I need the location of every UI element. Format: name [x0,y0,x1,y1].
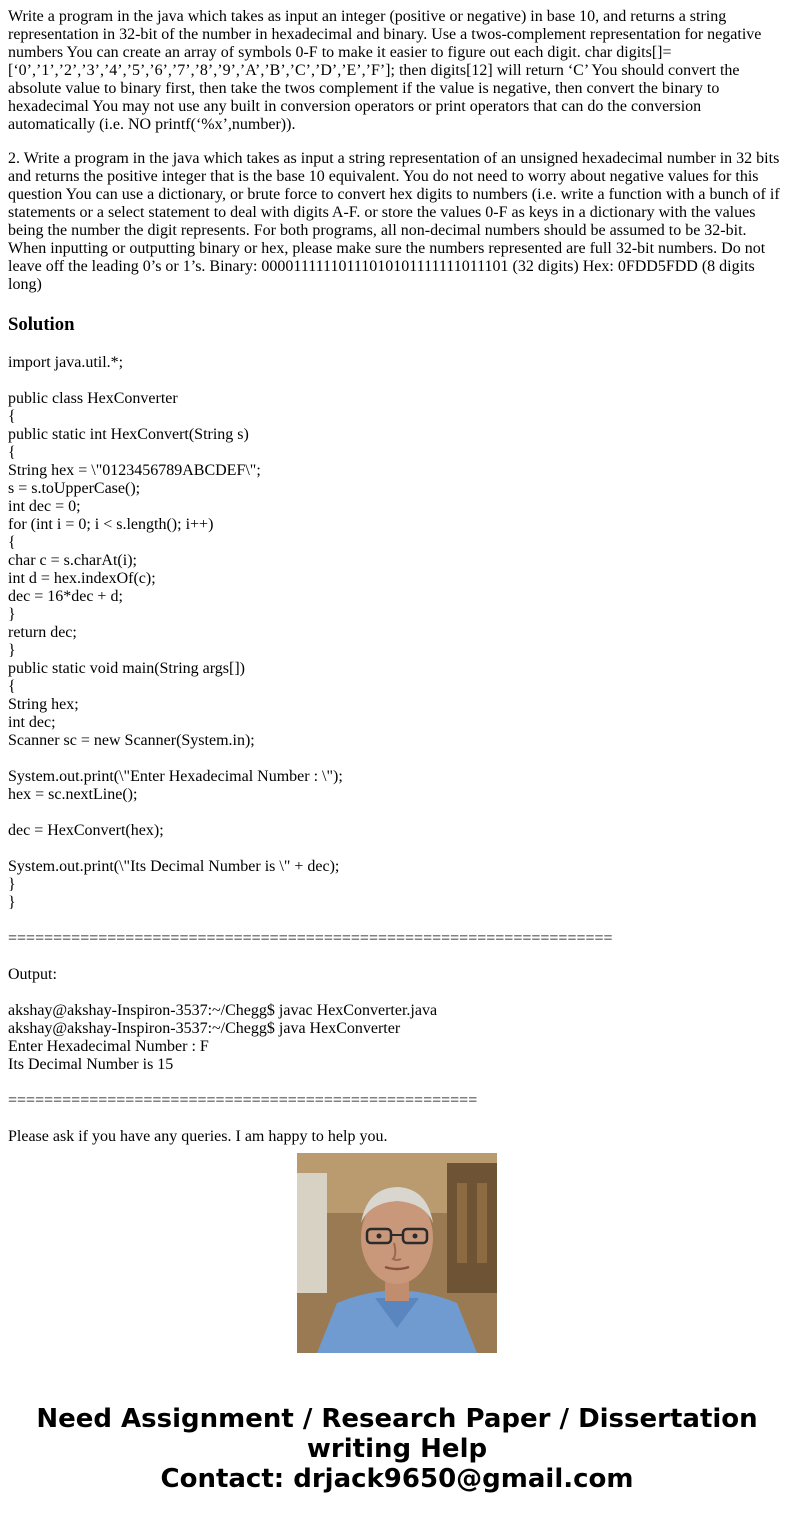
contact-footer [0,1404,794,1494]
code-line: System.out.print(\"Enter Hexadecimal Number : \"); [8,768,343,785]
code-line [8,750,786,768]
code-line: String hex; [8,696,79,713]
code-line: { [8,678,16,695]
code-line: import java.util.*; [8,354,124,371]
code-line: public static void main(String args[]) [8,660,245,677]
document-content [8,8,786,1145]
code-line: ==================================================== [8,1092,478,1109]
code-line: int d = hex.indexOf(c); [8,570,156,587]
code-line: public class HexConverter [8,390,178,407]
code-line: } [8,642,16,659]
code-line: public static int HexConvert(String s) [8,426,249,443]
solution-heading: Solution [8,314,75,335]
code-line: =================================================================== [8,930,613,947]
code-line: Its Decimal Number is 15 [8,1056,174,1073]
footer-contact: Contact: drjack9650@gmail.com [160,1464,634,1494]
code-line: System.out.print(\"Its Decimal Number is \" + dec); [8,858,340,875]
code-line [8,984,786,1002]
code-line: String hex = \"0123456789ABCDEF\"; [8,462,261,479]
code-line: Enter Hexadecimal Number : F [8,1038,209,1055]
code-line: { [8,408,16,425]
code-line: char c = s.charAt(i); [8,552,137,569]
code-line: s = s.toUpperCase(); [8,480,141,497]
code-line [8,912,786,930]
code-line: akshay@akshay-Inspiron-3537:~/Chegg$ javac HexConverter.java [8,1002,438,1019]
code-line: { [8,444,16,461]
code-line [8,948,786,966]
code-line [8,1110,786,1128]
code-line: return dec; [8,624,77,641]
code-line: Scanner sc = new Scanner(System.in); [8,732,255,749]
code-line: dec = HexConvert(hex); [8,822,164,839]
footer-line-1: Need Assignment / Research Paper / Dissertation [36,1404,758,1434]
question-paragraph-2: 2. Write a program in the java which takes as input a string representation of an unsigned hexadecimal number in 32 bits and returns the positive integer that is the base 10 equivalent. You do not need to worry about negative values for this question You can use a dictionary, or brute force to convert hex digits to numbers (i.e. write a function with a bunch of if statements or a select statement to deal with digits A-F. or store the values 0-F as keys in a dictionary with the values being the number the digit represents. For both programs, all non-decimal numbers should be assumed to be 32-bit. When inputting or outputting binary or hex, please make sure the numbers represented are full 32-bit numbers. Do not leave off the leading 0’s or 1’s. Binary: 00001111110111010101111111011101 (32 digits) Hex: 0FDD5FDD (8 digits long) [8,150,780,293]
footer-line-2: writing Help [306,1434,488,1464]
code-line [8,840,786,858]
code-line: Output: [8,966,57,983]
code-line: { [8,534,16,551]
code-line [8,372,786,390]
code-line: for (int i = 0; i < s.length(); i++) [8,516,214,533]
code-line: akshay@akshay-Inspiron-3537:~/Chegg$ java HexConverter [8,1020,401,1037]
code-line [8,1074,786,1092]
code-line [8,804,786,822]
code-line: Please ask if you have any queries. I am happy to help you. [8,1128,388,1145]
code-line: int dec = 0; [8,498,81,515]
code-line: } [8,876,16,893]
code-line: int dec; [8,714,56,731]
code-line: } [8,894,16,911]
solution-code [8,354,786,1146]
code-line: dec = 16*dec + d; [8,588,123,605]
author-avatar [297,1153,497,1353]
question-paragraph-1: Write a program in the java which takes as input an integer (positive or negative) in base 10, and returns a string representation in 32-bit of the number in hexadecimal and binary. Use a twos-complement representation for negative numbers You can create an array of symbols 0-F to make it easier to figure out each digit. char digits[]= [‘0’,’1’,’2’,’3’,’4’,’5’,’6’,’7’,’8’,’9’,’A’,’B’,’C’,’D’,’E’,’F’]; then digits[12] will return ‘C’ You should convert the absolute value to binary first, then take the twos complement if the value is negative, then convert the binary to hexadecimal You may not use any built in conversion operators or print operators that can do the conversion automatically (i.e. NO printf(‘%x’,number)). [8,8,762,133]
code-line: } [8,606,16,623]
code-line: hex = sc.nextLine(); [8,786,138,803]
